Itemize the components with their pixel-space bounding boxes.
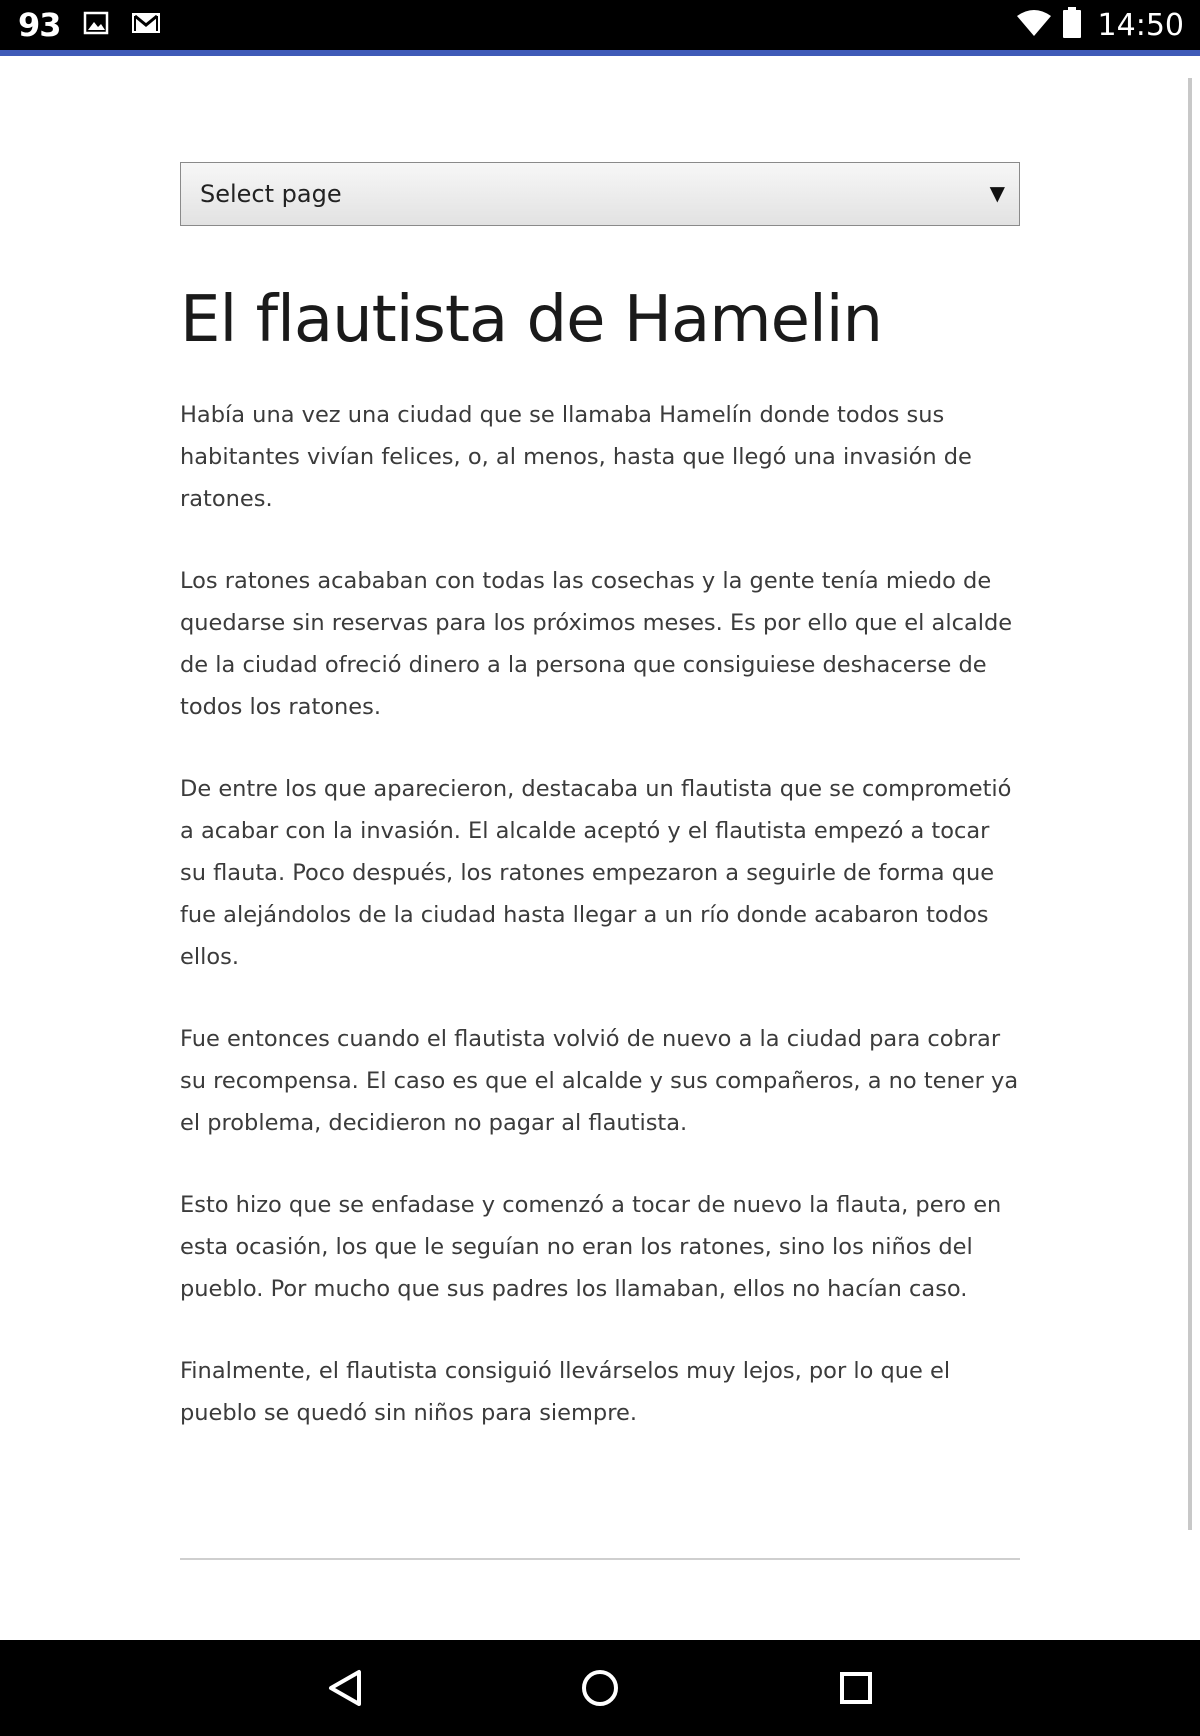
navigation-bar <box>0 1640 1200 1736</box>
story-paragraph: Los ratones acababan con todas las cosechas y la gente tenía miedo de quedarse sin reservas para los próximos meses. Es por ello que el alcalde de la ciudad ofreció dinero a la persona que consiguiese deshacerse de todos los ratones. <box>180 568 1013 720</box>
home-icon <box>578 1666 622 1710</box>
clock: 14:50 <box>1097 7 1184 43</box>
story-body <box>180 394 1020 1434</box>
story-paragraph: Había una vez una ciudad que se llamaba Hamelín donde todos sus habitantes vivían felices, o, al menos, hasta que llegó una invasión de ratones. <box>180 402 972 512</box>
dropdown-arrow-icon: ▼ <box>989 181 1005 205</box>
story-paragraph: De entre los que aparecieron, destacaba un flautista que se comprometió a acabar con la invasión. El alcalde aceptó y el flautista empezó a tocar su flauta. Poco después, los ratones empezaron a seguirle de forma que fue alejándolos de la ciudad hasta llegar a un río donde acabaron todos ellos. <box>180 776 1012 970</box>
story-paragraph: Fue entonces cuando el flautista volvió de nuevo a la ciudad para cobrar su recompensa. El caso es que el alcalde y sus compañeros, a no tener ya el problema, decidieron no pagar al flautista. <box>180 1026 1019 1136</box>
image-icon <box>83 11 109 39</box>
page-title: El flautista de Hamelin <box>180 283 883 357</box>
recents-icon <box>834 1666 878 1710</box>
status-left <box>18 0 161 50</box>
gmail-icon <box>131 11 161 39</box>
main-content <box>180 162 1020 1474</box>
home-button[interactable] <box>570 1658 630 1718</box>
notification-count: 93 <box>18 6 61 44</box>
page-select-dropdown[interactable] <box>180 162 1020 226</box>
back-icon <box>323 1666 367 1710</box>
story-paragraph: Esto hizo que se enfadase y comenzó a tocar de nuevo la flauta, pero en esta ocasión, los que le seguían no eran los ratones, sino los niños del pueblo. Por mucho que sus padres los llamaban, ellos no hacían caso. <box>180 1192 1002 1302</box>
content-divider <box>180 1558 1020 1560</box>
battery-icon <box>1062 7 1082 43</box>
status-bar <box>0 0 1200 50</box>
page-load-accent-line <box>0 50 1200 56</box>
recents-button[interactable] <box>826 1658 886 1718</box>
scrollbar[interactable] <box>1188 78 1192 1530</box>
page-select-label: Select page <box>200 180 342 208</box>
status-right <box>1016 0 1184 50</box>
story-paragraph: Finalmente, el flautista consiguió llevárselos muy lejos, por lo que el pueblo se quedó sin niños para siempre. <box>180 1358 951 1426</box>
back-button[interactable] <box>315 1658 375 1718</box>
wifi-icon <box>1016 9 1052 41</box>
